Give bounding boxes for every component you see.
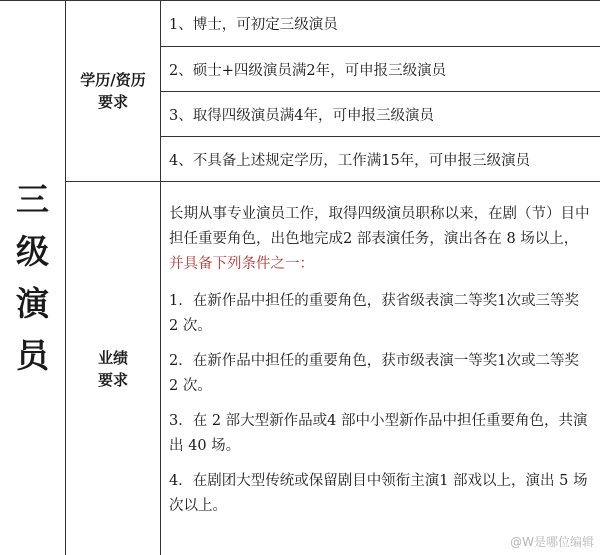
performance-label xyxy=(66,182,161,555)
category-char: 三 xyxy=(16,179,49,219)
category-char: 级 xyxy=(16,231,49,271)
education-item: 2、硕士+四级演员满2年，可申报三级演员 xyxy=(161,47,600,92)
performance-label-line: 业绩 xyxy=(97,348,128,367)
watermark: @W是哪位编辑 xyxy=(510,535,594,549)
category-title xyxy=(0,0,66,555)
education-item: 4、不具备上述规定学历，工作满15年，可申报三级演员 xyxy=(161,137,600,182)
education-label xyxy=(66,0,161,182)
performance-label-line: 要求 xyxy=(97,370,128,389)
performance-condition: 3．在 2 部大型新作品或4 部中小型新作品中担任重要角色，共演出 40 场。 xyxy=(169,413,588,454)
education-item: 3、取得四级演员满4年，可申报三级演员 xyxy=(161,92,600,137)
performance-intro-text: 长期从事专业演员工作，取得四级演员职称以来，在剧（节）目中担任重要角色，出色地完成2 部表演任务，演出各在 8 场以上， xyxy=(169,206,590,247)
education-label-line: 学历/资历 xyxy=(80,70,146,89)
category-char: 演 xyxy=(16,283,49,323)
performance-condition: 2．在新作品中担任的重要角色，获市级表演一等奖1次或二等奖 2 次。 xyxy=(169,353,579,394)
education-label-line: 要求 xyxy=(97,92,128,111)
performance-condition: 4．在剧团大型传统或保留剧目中领衔主演1 部戏以上，演出 5 场次以上。 xyxy=(169,473,588,514)
category-char: 员 xyxy=(16,335,49,375)
performance-condition: 1．在新作品中担任的重要角色，获省级表演二等奖1次或三等奖 2 次。 xyxy=(169,293,579,334)
performance-intro xyxy=(169,202,592,277)
performance-intro-highlight: 并具备下列条件之一： xyxy=(169,256,314,272)
performance-content xyxy=(161,182,600,555)
education-item: 1、博士，可初定三级演员 xyxy=(161,0,600,47)
